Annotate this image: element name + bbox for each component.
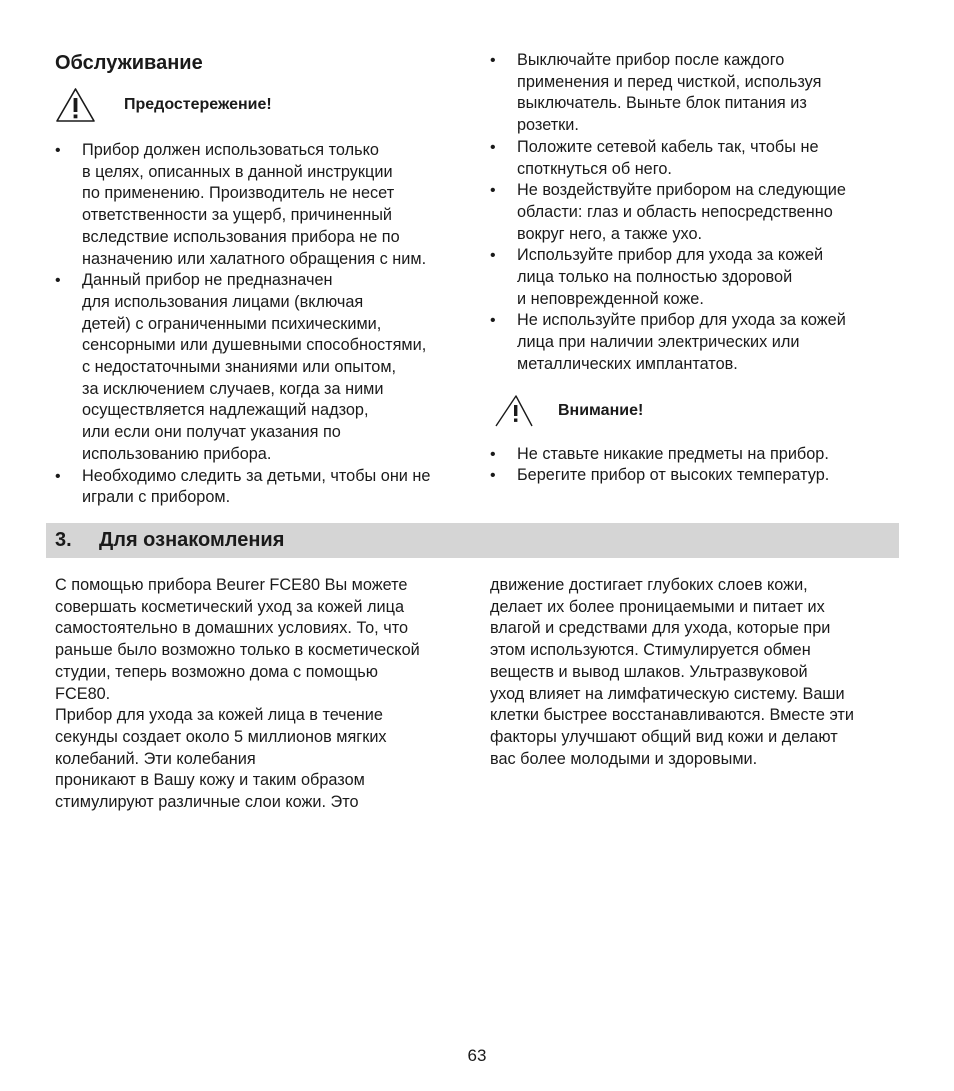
- list-item: • Не воздействуйте прибором на следующие области: глаз и область непосредственно вокруг него, а также ухо.: [490, 180, 910, 245]
- safety-list: [490, 50, 910, 376]
- safety-column: [490, 50, 910, 487]
- list-item: • Выключайте прибор после каждого применения и перед чисткой, используя выключатель. Выньте блок питания из розетки.: [490, 50, 910, 137]
- page-number: 63: [467, 1046, 487, 1065]
- section-title: Для ознакомления: [99, 529, 285, 551]
- intro-left-column: [55, 575, 475, 814]
- list-item: • Данный прибор не предназначен для использования лицами (включая детей) с ограниченными психическими, сенсорными или душевными способностями, с недостаточными знаниями или опытом, за исключением случаев, когда за ними осуществляется надлежащий надзор, или если они получат указания по использованию прибора.: [55, 270, 475, 465]
- list-item: • Берегите прибор от высоких температур.: [490, 465, 910, 487]
- intro-right-text: движение достигает глубоких слоев кожи, делает их более проницаемыми и питает их влагой и средствами для ухода, которые при этом используются. Стимулируется обмен веществ и вывод шлаков. Ультразвуковой уход влияет на лимфатическую систему. Ваши клетки быстрее восстанавливаются. Вместе эти факторы улучшают общий вид кожи и делают вас более молодыми и здоровыми.: [490, 576, 854, 768]
- maintenance-list: [55, 140, 475, 509]
- list-item: • Необходимо следить за детьми, чтобы они не играли с прибором.: [55, 466, 475, 509]
- list-item: • Прибор должен использоваться только в целях, описанных в данной инструкции по применению. Производитель не несет ответственности за ущерб, причиненный вследствие использования прибора не по назначению или халатного обращения с ним.: [55, 140, 475, 270]
- warning-triangle-icon: [55, 87, 96, 123]
- list-item: • Используйте прибор для ухода за кожей лица только на полностью здоровой и неповрежденной коже.: [490, 245, 910, 310]
- maintenance-heading: Обслуживание: [55, 52, 203, 74]
- attention-list: [490, 444, 910, 487]
- warning-header: [55, 87, 475, 123]
- warning-label: Предостережение!: [124, 96, 272, 114]
- intro-right-column: [490, 575, 910, 770]
- attention-label: Внимание!: [558, 401, 644, 419]
- list-item: • Положите сетевой кабель так, чтобы не споткнуться об него.: [490, 137, 910, 180]
- attention-header: [490, 394, 910, 428]
- intro-left-text: С помощью прибора Beurer FCE80 Вы можете совершать косметический уход за кожей лица самостоятельно в домашних условиях. То, что раньше было возможно только в косметической студии, теперь возможно дома с помощью FCE80. Прибор для ухода за кожей лица в течение секунды создает около 5 миллионов мягких колебаний. Эти колебания проникают в Вашу кожу и таким образом стимулируют различные слои кожи. Это: [55, 576, 420, 812]
- warning-triangle-icon: [490, 394, 534, 428]
- maintenance-column: [55, 50, 475, 509]
- section-heading-bar: [46, 523, 899, 558]
- section-number: 3.: [55, 529, 72, 551]
- list-item: • Не используйте прибор для ухода за кожей лица при наличии электрических или металлических имплантатов.: [490, 310, 910, 375]
- list-item: • Не ставьте никакие предметы на прибор.: [490, 444, 910, 466]
